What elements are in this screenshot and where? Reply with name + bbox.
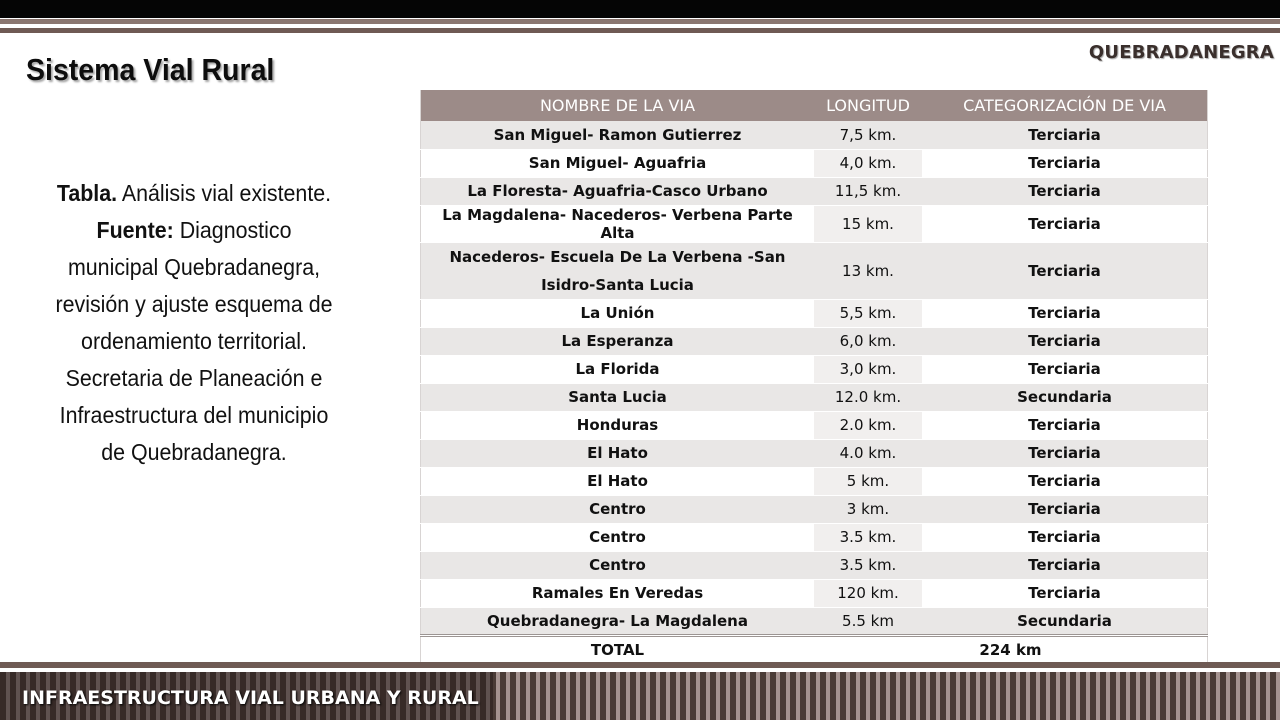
road-name-cell: San Miguel- Aguafria <box>421 149 815 177</box>
road-name-cell: Santa Lucia <box>421 383 815 411</box>
top-black-bar <box>0 0 1280 18</box>
column-header-length: LONGITUD <box>814 90 922 121</box>
tabla-text: Análisis vial existente. <box>121 180 332 206</box>
table-row <box>421 327 1208 355</box>
road-analysis-table <box>420 90 1208 665</box>
road-category-cell: Terciaria <box>922 177 1208 205</box>
road-name-cell: La Magdalena- Nacederos- Verbena Parte Alta <box>421 205 815 242</box>
road-category-cell: Terciaria <box>922 523 1208 551</box>
road-category-cell: Terciaria <box>922 327 1208 355</box>
road-length-cell: 2.0 km. <box>814 411 922 439</box>
table-row <box>421 411 1208 439</box>
road-length-cell: 5 km. <box>814 467 922 495</box>
road-category-cell: Terciaria <box>922 121 1208 149</box>
total-value: 224 km <box>814 635 1208 664</box>
column-header-category: CATEGORIZACIÓN DE VIA <box>922 90 1208 121</box>
table-row <box>421 177 1208 205</box>
road-category-cell: Terciaria <box>922 495 1208 523</box>
road-name-cell: Centro <box>421 523 815 551</box>
brand-label: QUEBRADANEGRA <box>1088 42 1274 63</box>
road-length-cell: 3.5 km. <box>814 551 922 579</box>
road-category-cell: Terciaria <box>922 411 1208 439</box>
road-length-cell: 6,0 km. <box>814 327 922 355</box>
road-name-cell: Centro <box>421 551 815 579</box>
road-category-cell: Terciaria <box>922 242 1208 299</box>
road-length-cell: 7,5 km. <box>814 121 922 149</box>
road-name-cell: Quebradanegra- La Magdalena <box>421 607 815 635</box>
table-row <box>421 355 1208 383</box>
road-name-cell: Ramales En Veredas <box>421 579 815 607</box>
road-length-cell: 4.0 km. <box>814 439 922 467</box>
road-length-cell: 3,0 km. <box>814 355 922 383</box>
road-name-cell: El Hato <box>421 467 815 495</box>
table-row <box>421 551 1208 579</box>
table-row <box>421 242 1208 299</box>
road-length-cell: 3.5 km. <box>814 523 922 551</box>
road-name-cell: La Esperanza <box>421 327 815 355</box>
road-length-cell: 4,0 km. <box>814 149 922 177</box>
table-header-row <box>421 90 1208 121</box>
table-caption <box>51 175 337 471</box>
table-row <box>421 299 1208 327</box>
road-category-cell: Terciaria <box>922 355 1208 383</box>
table-row <box>421 467 1208 495</box>
road-length-cell: 5,5 km. <box>814 299 922 327</box>
fuente-text: Diagnostico municipal Quebradanegra, revisión y ajuste esquema de ordenamiento territorial. Secretaria de Planeación e Infraestructura del municipio de Quebradanegra. <box>55 217 333 465</box>
road-category-cell: Terciaria <box>922 205 1208 242</box>
table-row <box>421 495 1208 523</box>
road-length-cell: 15 km. <box>814 205 922 242</box>
road-category-cell: Terciaria <box>922 579 1208 607</box>
road-length-cell: 12.0 km. <box>814 383 922 411</box>
table-row <box>421 205 1208 242</box>
table-row <box>421 523 1208 551</box>
top-accent-line-2 <box>0 28 1280 33</box>
road-length-cell: 11,5 km. <box>814 177 922 205</box>
column-header-name: NOMBRE DE LA VIA <box>421 90 815 121</box>
slide-title: Sistema Vial Rural <box>26 52 275 87</box>
road-category-cell: Secundaria <box>922 383 1208 411</box>
footer-label: INFRAESTRUCTURA VIAL URBANA Y RURAL <box>0 672 493 720</box>
road-name-cell: Honduras <box>421 411 815 439</box>
bottom-accent-line <box>0 662 1280 668</box>
road-category-cell: Terciaria <box>922 467 1208 495</box>
road-category-cell: Terciaria <box>922 439 1208 467</box>
road-length-cell: 3 km. <box>814 495 922 523</box>
road-name-cell: La Floresta- Aguafria-Casco Urbano <box>421 177 815 205</box>
table-body <box>421 121 1208 635</box>
road-name-cell: San Miguel- Ramon Gutierrez <box>421 121 815 149</box>
table-row <box>421 439 1208 467</box>
fuente-label: Fuente: <box>96 217 174 243</box>
table-row <box>421 121 1208 149</box>
road-name-cell: La Unión <box>421 299 815 327</box>
road-name-cell: La Florida <box>421 355 815 383</box>
table-total-row <box>421 635 1208 664</box>
total-label: TOTAL <box>421 635 815 664</box>
road-name-cell: Centro <box>421 495 815 523</box>
table-row <box>421 607 1208 635</box>
road-name-cell: Nacederos- Escuela De La Verbena -San Isidro-Santa Lucia <box>421 242 815 299</box>
table-row <box>421 383 1208 411</box>
road-category-cell: Terciaria <box>922 299 1208 327</box>
tabla-label: Tabla. <box>56 180 118 206</box>
road-category-cell: Terciaria <box>922 149 1208 177</box>
road-length-cell: 13 km. <box>814 242 922 299</box>
table-row <box>421 149 1208 177</box>
road-length-cell: 120 km. <box>814 579 922 607</box>
road-name-cell: El Hato <box>421 439 815 467</box>
road-category-cell: Terciaria <box>922 551 1208 579</box>
road-category-cell: Secundaria <box>922 607 1208 635</box>
road-length-cell: 5.5 km <box>814 607 922 635</box>
table-row <box>421 579 1208 607</box>
top-accent-line <box>0 19 1280 24</box>
